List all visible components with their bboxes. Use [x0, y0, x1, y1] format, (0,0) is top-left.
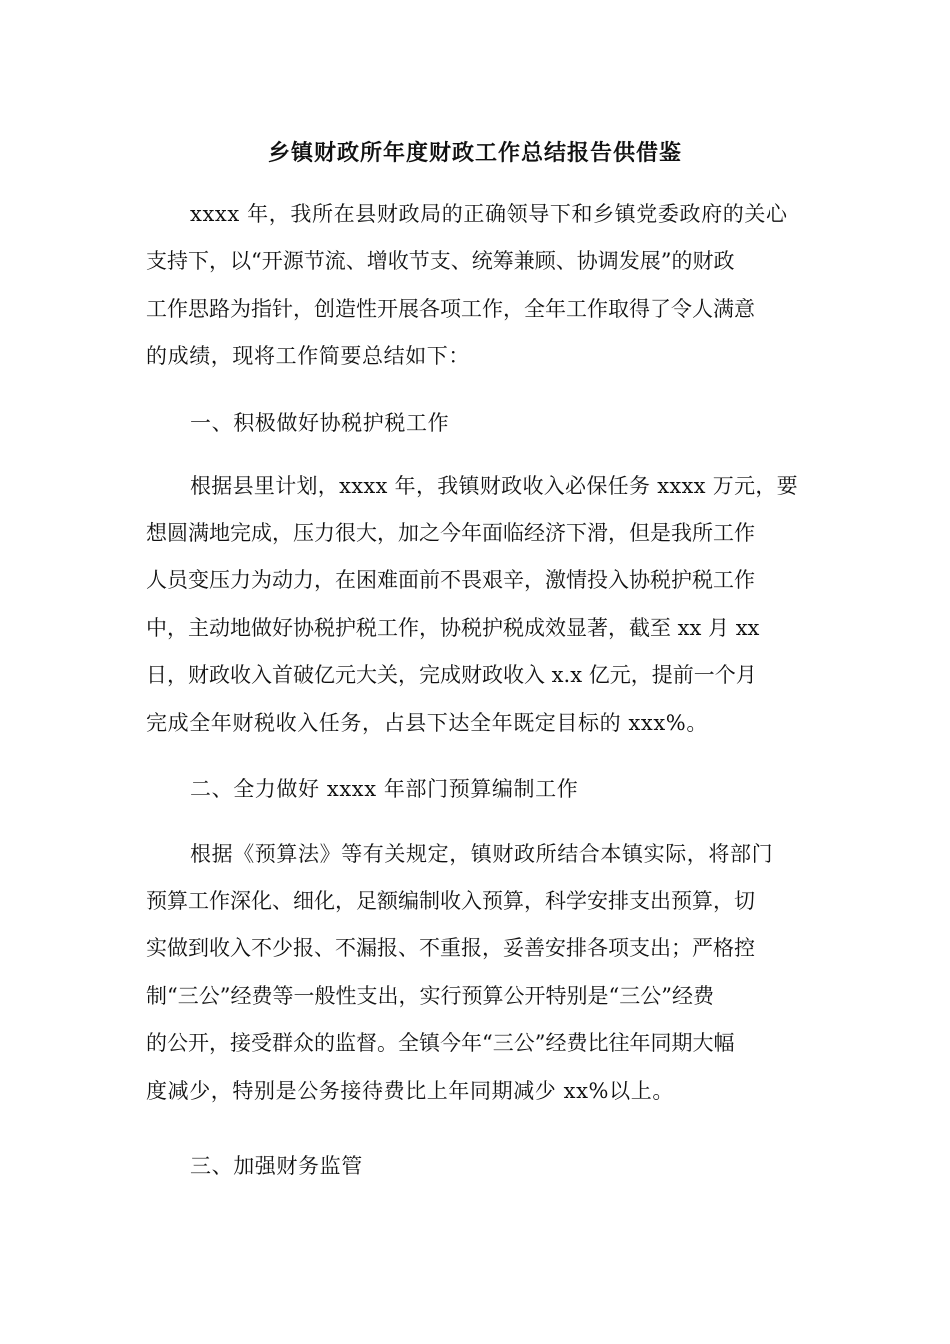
paragraph-line: 根据《预算法》等有关规定，镇财政所结合本镇实际，将部门 — [190, 842, 774, 866]
paragraph-line: 根据县里计划，xxxx 年，我镇财政收入必保任务 xxxx 万元，要 — [190, 474, 798, 498]
paragraph-line: 度减少，特别是公务接待费比上年同期减少 xx%以上。 — [146, 1079, 674, 1103]
section-heading: 三、加强财务监管 — [190, 1154, 363, 1178]
section-heading: 二、全力做好 xxxx 年部门预算编制工作 — [190, 777, 579, 801]
paragraph-line: 实做到收入不少报、不漏报、不重报，妥善安排各项支出；严格控 — [146, 936, 755, 960]
paragraph-line: 工作思路为指针，创造性开展各项工作，全年工作取得了令人满意 — [146, 297, 755, 321]
paragraph-line: 支持下，以“开源节流、增收节支、统筹兼顾、协调发展”的财政 — [146, 249, 735, 273]
paragraph-line: xxxx 年，我所在县财政局的正确领导下和乡镇党委政府的关心 — [190, 202, 788, 226]
paragraph-line: 预算工作深化、细化，足额编制收入预算，科学安排支出预算，切 — [146, 889, 755, 913]
section-heading: 一、积极做好协税护税工作 — [190, 411, 450, 435]
paragraph-line: 中，主动地做好协税护税工作，协税护税成效显著，截至 xx 月 xx — [146, 616, 760, 640]
paragraph-line: 日，财政收入首破亿元大关，完成财政收入 x.x 亿元，提前一个月 — [146, 663, 757, 687]
paragraph-line: 制“三公”经费等一般性支出，实行预算公开特别是“三公”经费 — [146, 984, 714, 1008]
paragraph-line: 想圆满地完成，压力很大，加之今年面临经济下滑，但是我所工作 — [146, 521, 755, 545]
paragraph-line: 的成绩，现将工作简要总结如下： — [146, 344, 470, 368]
paragraph-line: 的公开，接受群众的监督。全镇今年“三公”经费比往年同期大幅 — [146, 1031, 735, 1055]
paragraph-line: 完成全年财税收入任务，占县下达全年既定目标的 xxx%。 — [146, 711, 708, 735]
paragraph-line: 人员变压力为动力，在困难面前不畏艰辛，激情投入协税护税工作 — [146, 568, 755, 592]
document-title: 乡镇财政所年度财政工作总结报告供借鉴 — [267, 141, 682, 166]
